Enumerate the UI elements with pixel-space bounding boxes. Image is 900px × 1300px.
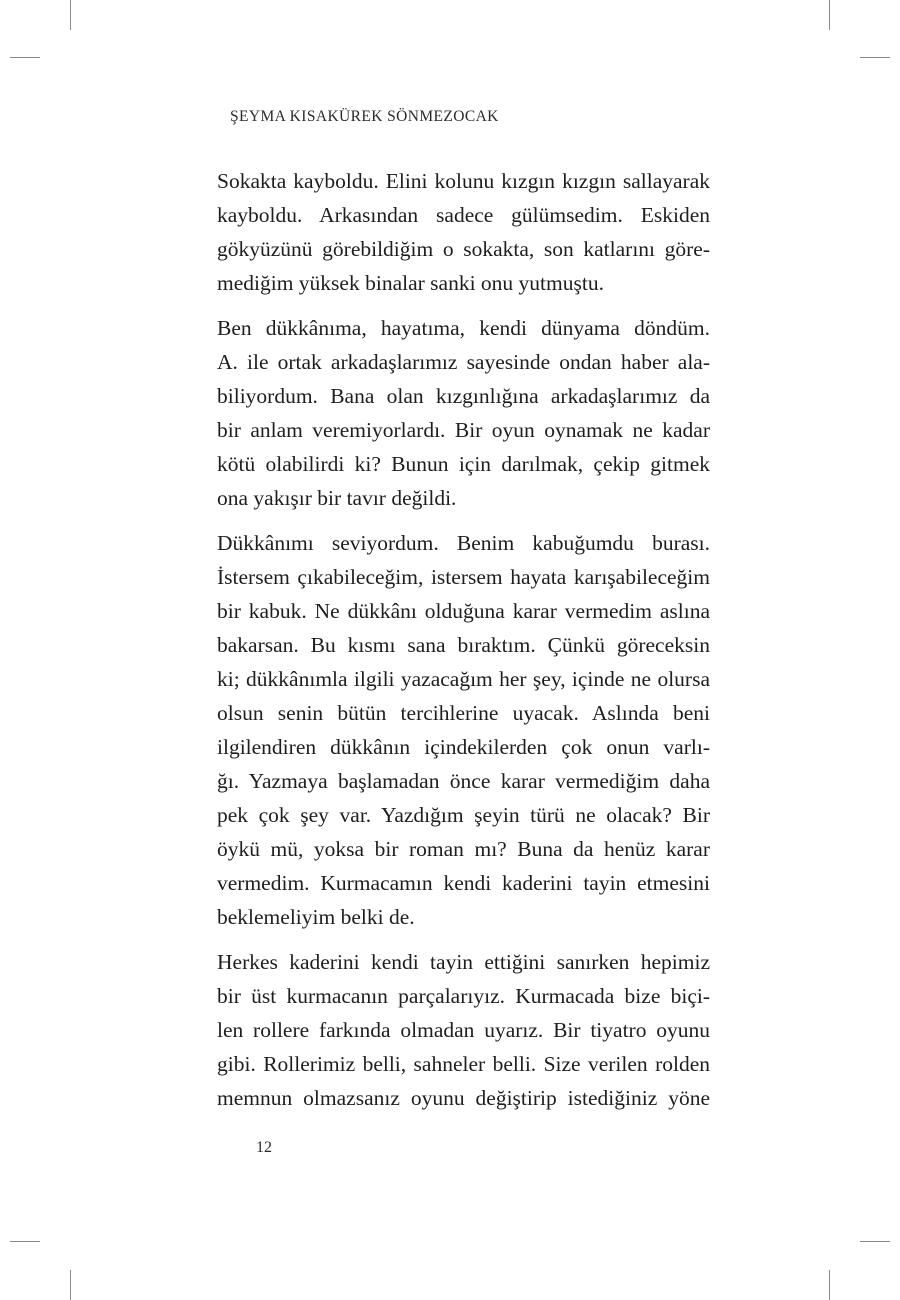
crop-mark-top-left-horizontal xyxy=(10,57,40,58)
text-line: öykü mü, yoksa bir roman mı? Buna da henüz karar xyxy=(217,837,710,861)
crop-mark-top-left-vertical xyxy=(70,0,71,30)
crop-mark-bottom-right-vertical xyxy=(829,1270,830,1300)
crop-mark-top-right-vertical xyxy=(829,0,830,30)
text-line: Dükkânımı seviyordum. Benim kabuğumdu burası. xyxy=(217,531,710,555)
text-line: gibi. Rollerimiz belli, sahneler belli. Size verilen rolden xyxy=(217,1052,710,1076)
text-line: bir üst kurmacanın parçalarıyız. Kurmacada bize biçi- xyxy=(217,984,710,1008)
text-line: len rollere farkında olmadan uyarız. Bir tiyatro oyunu xyxy=(217,1018,710,1042)
paragraph xyxy=(217,945,710,1115)
paragraph xyxy=(217,311,710,515)
text-line: mediğim yüksek binalar sanki onu yutmuştu. xyxy=(217,271,604,295)
text-line: gökyüzünü görebildiğim o sokakta, son katlarını göre- xyxy=(217,237,710,261)
crop-mark-top-right-horizontal xyxy=(860,57,890,58)
running-head: ŞEYMA KISAKÜREK SÖNMEZOCAK xyxy=(230,108,499,125)
text-line: olsun senin bütün tercihlerine uyacak. Aslında beni xyxy=(217,701,710,725)
text-line: Sokakta kayboldu. Elini kolunu kızgın kızgın sallayarak xyxy=(217,169,710,193)
text-line: Herkes kaderini kendi tayin ettiğini sanırken hepimiz xyxy=(217,950,710,974)
text-line: bir kabuk. Ne dükkânı olduğuna karar vermedim aslına xyxy=(217,599,710,623)
text-line: kötü olabilirdi ki? Bunun için darılmak, çekip gitmek xyxy=(217,452,710,476)
text-line: memnun olmazsanız oyunu değiştirip istediğiniz yöne xyxy=(217,1086,710,1110)
paragraph xyxy=(217,164,710,300)
text-line: kayboldu. Arkasından sadece gülümsedim. Eskiden xyxy=(217,203,710,227)
text-line: İstersem çıkabileceğim, istersem hayata karışabileceğim xyxy=(217,565,710,589)
text-line: ilgilendiren dükkânın içindekilerden çok onun varlı- xyxy=(217,735,710,759)
text-line: ki; dükkânımla ilgili yazacağım her şey, içinde ne olursa xyxy=(217,667,710,691)
text-line: A. ile ortak arkadaşlarımız sayesinde ondan haber ala- xyxy=(217,350,710,374)
text-line: Ben dükkânıma, hayatıma, kendi dünyama döndüm. xyxy=(217,316,710,340)
page-number: 12 xyxy=(256,1139,272,1156)
paragraph xyxy=(217,526,710,934)
text-line: vermedim. Kurmacamın kendi kaderini tayin etmesini xyxy=(217,871,710,895)
text-line: pek çok şey var. Yazdığım şeyin türü ne olacak? Bir xyxy=(217,803,710,827)
crop-mark-bottom-left-vertical xyxy=(70,1270,71,1300)
text-line: ğı. Yazmaya başlamadan önce karar vermediğim daha xyxy=(217,769,710,793)
crop-mark-bottom-right-horizontal xyxy=(860,1241,890,1242)
text-line: biliyordum. Bana olan kızgınlığına arkadaşlarımız da xyxy=(217,384,710,408)
body-text xyxy=(217,164,710,1126)
text-line: beklemeliyim belki de. xyxy=(217,905,415,929)
text-line: bakarsan. Bu kısmı sana bıraktım. Çünkü göreceksin xyxy=(217,633,710,657)
crop-mark-bottom-left-horizontal xyxy=(10,1241,40,1242)
text-line: ona yakışır bir tavır değildi. xyxy=(217,486,457,510)
text-line: bir anlam veremiyorlardı. Bir oyun oynamak ne kadar xyxy=(217,418,710,442)
